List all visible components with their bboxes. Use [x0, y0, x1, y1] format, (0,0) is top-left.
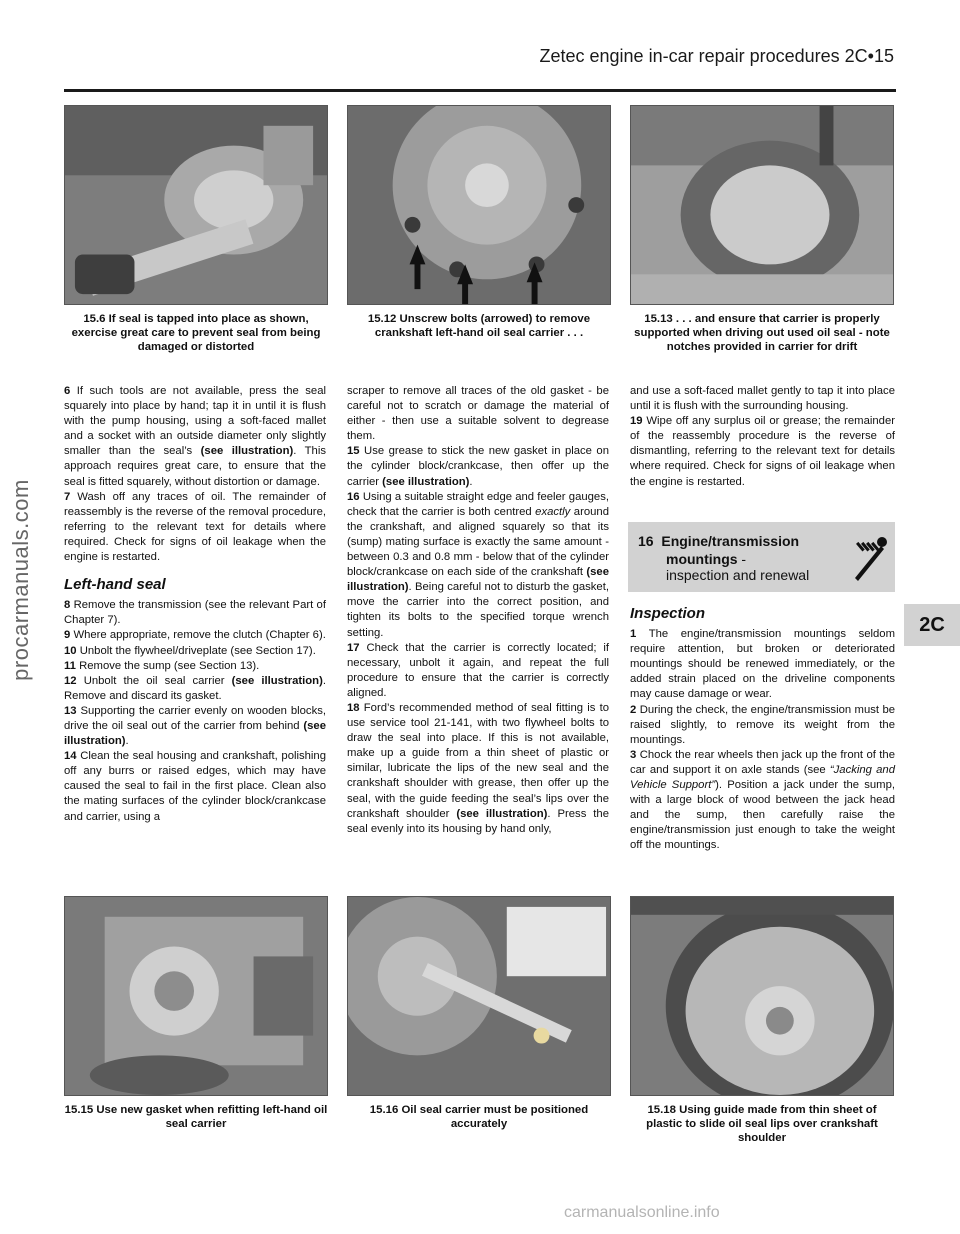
header-divider [64, 89, 896, 92]
inspection-step-3: 3 Chock the rear wheels then jack up the front of the car and support it on axle stands (see “Jacking and Vehicle Support”). Position a jack under the sump, with a large block of wood between the jack head and the sump, then carefully raise the engine/transmission just enough to take the weight off the mountings. [630, 748, 895, 852]
inspection-step-2: 2 During the check, the engine/transmission must be raised slightly, to remove its weight from the mountings. [630, 703, 896, 746]
step-19: 19 Wipe off any surplus oil or grease; the remainder of the reassembly procedure is the reverse of dismantling, referring to the relevant text for details where required. Check for signs of oil leakage when the engine is restarted. [630, 415, 895, 488]
section-tab-label: 2C [919, 614, 945, 636]
section-16-title-line-1: 16 Engine/transmission [638, 533, 800, 549]
photo-15-13-image [631, 106, 893, 304]
heading-left-hand-seal: Left-hand seal [64, 576, 166, 594]
photo-15-6-image [65, 106, 327, 304]
step-17: 17 Check that the carrier is correctly located; if necessary, unbolt it again, and repeat the full procedure to ensure that the carrier is correctly aligned. [347, 641, 610, 699]
caption-15-6: 15.6 If seal is tapped into place as shown, exercise great care to prevent seal from being damaged or distorted [71, 313, 321, 353]
photo-15-12 [347, 105, 611, 305]
step-7: 7 Wash off any traces of oil. The remainder of reassembly is the reverse of the removal procedure, referring to the relevant text for details where required. Check for signs of oil leakage when the engine is restarted. [64, 490, 326, 564]
photo-15-16-image [348, 897, 610, 1095]
photo-15-13 [630, 105, 894, 305]
page-title: Zetec engine in-car repair procedures 2C•15 [539, 46, 894, 66]
section-16-title-line-2: mountings - [666, 551, 747, 567]
photo-15-16 [347, 896, 611, 1096]
caption-15-18: 15.18 Using guide made from thin sheet of plastic to slide oil seal lips over crankshaft shoulder [646, 1104, 878, 1144]
inspection-step-1: 1 The engine/transmission mountings seldom require attention, but broken or deteriorated mountings should be renewed immediately, or the added strain placed on the driveline components may cause damage or wear. [630, 628, 895, 701]
text-column-1 [64, 384, 326, 825]
step-16: 16 Using a suitable straight edge and feeler gauges, check that the carrier is both centred exactly around the crankshaft, and aligned squarely so that its (sump) mating surface is exactly the same amount - between 0.3 and 0.8 mm - below that of the cylinder block/crankcase on each side of the crankshaft (see illustration). Being careful not to disturb the gasket, move the carrier into the correct position, and tighten its bolts to the specified torque wrench setting. [347, 490, 609, 639]
step-6: 6 If such tools are not available, press the seal squarely into place by hand; tap it in until it is flush with the pump housing, using a soft-faced mallet and a socket with an outside diameter only slightly smaller than the seal’s (see illustration). This approach requires great care, to ensure that the seal is fitted squarely, without distortion or damage. [64, 385, 326, 488]
step-13: 13 Supporting the carrier evenly on wooden blocks, drive the oil seal out of the carrier from behind (see illustration). [64, 704, 326, 748]
caption-15-12: 15.12 Unscrew bolts (arrowed) to remove crankshaft left-hand oil seal carrier . . . [367, 313, 591, 339]
text-column-3 [630, 384, 895, 490]
side-watermark-text: procarmanuals.com [8, 479, 33, 681]
step-11: 11 Remove the sump (see Section 13). [64, 659, 260, 672]
photo-15-15 [64, 896, 328, 1096]
step-15: 15 Use grease to stick the new gasket in place on the cylinder block/crankcase, then offer up the carrier (see illustration). [347, 445, 609, 488]
photo-15-6 [64, 105, 328, 305]
section-tab [904, 604, 960, 646]
step-18-continued: and use a soft-faced mallet gently to tap it into place until it is flush with the surrounding housing. [630, 385, 895, 413]
step-12: 12 Unbolt the oil seal carrier (see illustration). Remove and discard its gasket. [64, 674, 326, 702]
spanner-icon [851, 532, 887, 582]
section-16-title-line-3: inspection and renewal [666, 567, 810, 583]
step-14: 14 Clean the seal housing and crankshaft, polishing off any burrs or raised edges, which may have caused the seal to fail in the first place. Clean also the mating surfaces of the cylinder block/crankcase and carrier, using a [64, 750, 327, 823]
text-column-2 [347, 384, 609, 837]
heading-inspection: Inspection [630, 605, 706, 622]
photo-15-12-image [348, 106, 610, 304]
caption-15-15: 15.15 Use new gasket when refitting left-hand oil seal carrier [64, 1104, 328, 1130]
side-watermark [4, 430, 38, 730]
photo-15-18-image [631, 897, 893, 1095]
step-14-continued: scraper to remove all traces of the old gasket - be careful not to scratch or damage the material of either - then use a suitable solvent to degrease them. [347, 385, 609, 443]
step-10: 10 Unbolt the flywheel/driveplate (see Section 17). [64, 644, 316, 657]
step-9: 9 Where appropriate, remove the clutch (Chapter 6). [64, 629, 326, 642]
caption-15-16: 15.16 Oil seal carrier must be positioned accurately [369, 1104, 589, 1130]
caption-15-13: 15.13 . . . and ensure that carrier is properly supported when driving out used oil seal - note notches provided in carrier for drift [634, 313, 890, 353]
photo-15-18 [630, 896, 894, 1096]
footer-watermark: carmanualsonline.info [564, 1204, 720, 1221]
section-16-box [628, 522, 895, 592]
page-header [64, 46, 894, 70]
photo-15-15-image [65, 897, 327, 1095]
inspection-column [630, 606, 895, 854]
step-8: 8 Remove the transmission (see the relevant Part of Chapter 7). [64, 599, 326, 627]
step-18: 18 Ford’s recommended method of seal fitting is to use service tool 21-141, with two flywheel bolts to draw the seal into place. If this is not available, make up a guide from a thin sheet of plastic or similar, lubricate the lips of the new seal and the crankshaft shoulder with grease, then offer up the seal, with the guide feeding the seal’s lips over the crankshaft shoulder (see illustration). Press the seal evenly into its housing by hand only, [347, 701, 609, 835]
